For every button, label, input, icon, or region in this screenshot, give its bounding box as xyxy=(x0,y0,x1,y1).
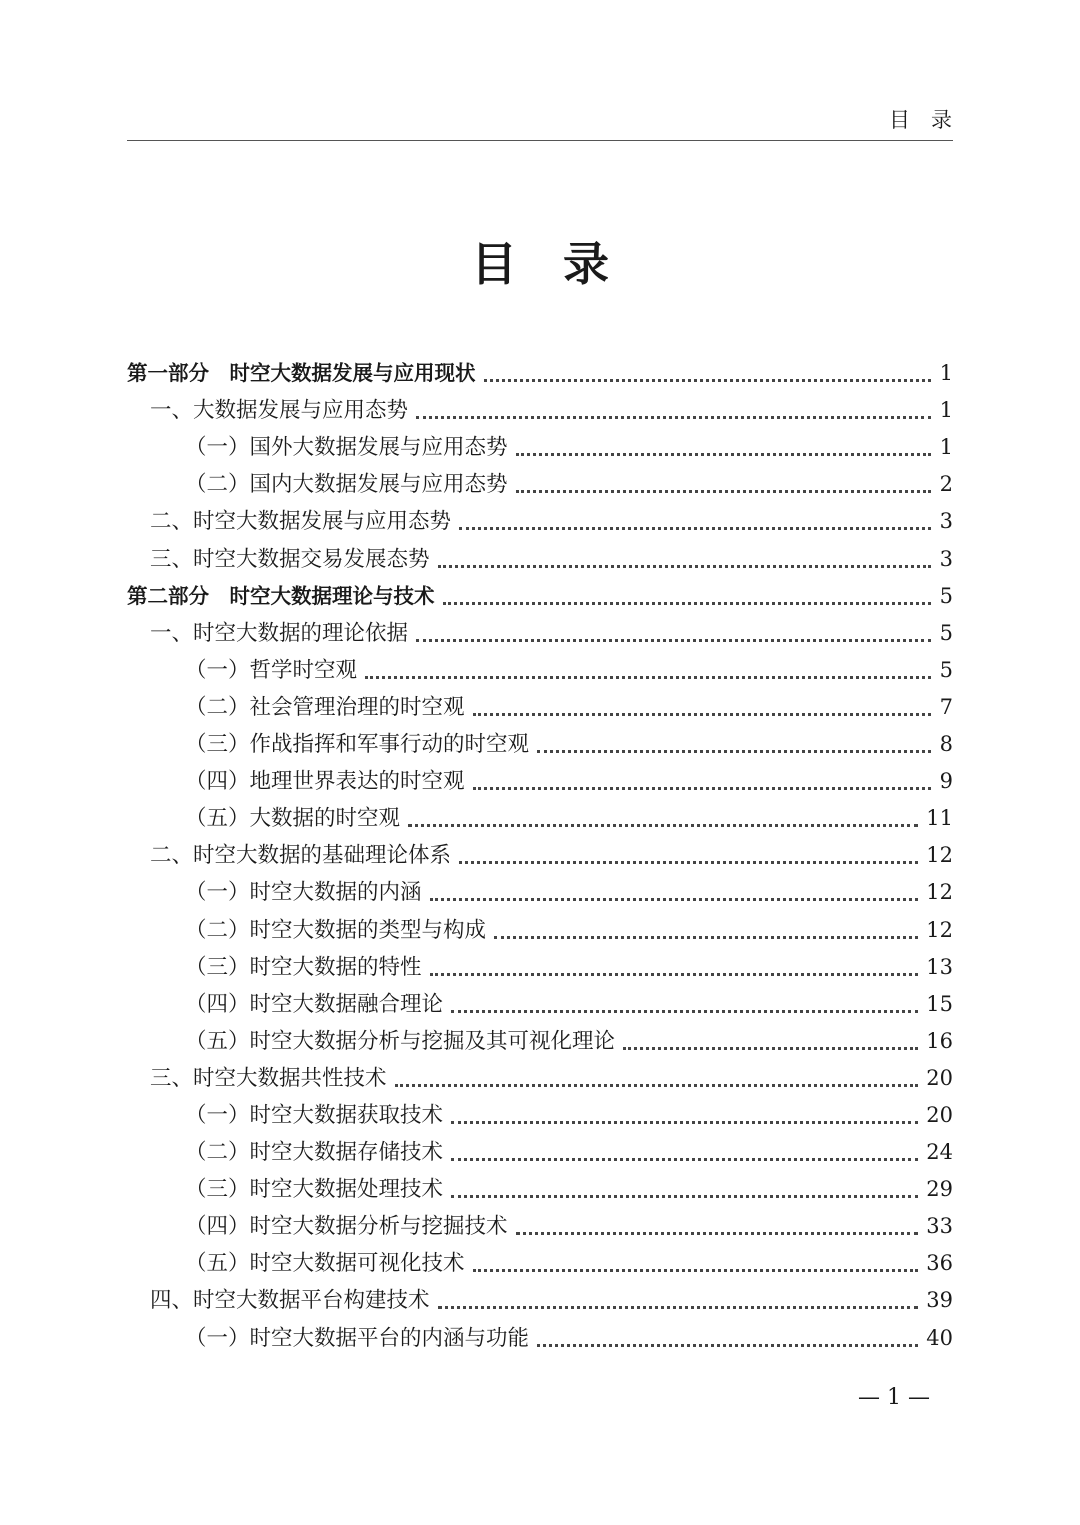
toc-dot-leader xyxy=(516,1232,919,1235)
toc-page-number: 8 xyxy=(939,732,953,757)
toc-section-entry[interactable] xyxy=(127,392,953,429)
toc-entry-label: （二）时空大数据存储技术 xyxy=(185,1140,444,1166)
toc-entry-label: （一）时空大数据平台的内涵与功能 xyxy=(185,1325,530,1351)
toc-entry-label: （三）作战指挥和军事行动的时空观 xyxy=(185,732,530,758)
toc-subsection-entry[interactable] xyxy=(127,1245,953,1282)
toc-page-number: 3 xyxy=(939,509,953,534)
toc-dot-leader xyxy=(430,973,919,976)
toc-section-entry[interactable] xyxy=(127,1060,953,1097)
toc-dot-leader xyxy=(459,861,918,864)
toc-part-entry[interactable] xyxy=(127,578,953,615)
toc-entry-label: （一）时空大数据的内涵 xyxy=(185,880,422,906)
toc-dot-leader xyxy=(451,1121,918,1124)
toc-dot-leader xyxy=(473,1269,919,1272)
toc-entry-label: （一）哲学时空观 xyxy=(185,657,358,683)
toc-page-number: 1 xyxy=(939,398,953,423)
toc-page-number: 7 xyxy=(939,694,953,719)
toc-entry-label: （四）时空大数据分析与挖掘技术 xyxy=(185,1214,508,1240)
toc-page-number: 16 xyxy=(926,1028,953,1053)
toc-entry-label: 二、时空大数据发展与应用态势 xyxy=(150,509,452,535)
toc-page-number: 15 xyxy=(926,991,953,1016)
toc-page-number: 11 xyxy=(926,806,953,831)
toc-page-number: 20 xyxy=(926,1102,953,1127)
toc-entry-label: （二）国内大数据发展与应用态势 xyxy=(185,472,508,498)
toc-subsection-entry[interactable] xyxy=(127,466,953,503)
toc-page-number: 39 xyxy=(926,1288,953,1313)
toc-dot-leader xyxy=(537,1344,918,1347)
toc-dot-leader xyxy=(623,1047,918,1050)
toc-dot-leader xyxy=(365,676,931,679)
toc-subsection-entry[interactable] xyxy=(127,652,953,689)
toc-dot-leader xyxy=(516,490,931,493)
toc-entry-label: （五）大数据的时空观 xyxy=(185,806,401,832)
toc-dot-leader xyxy=(430,898,919,901)
toc-entry-label: （一）国外大数据发展与应用态势 xyxy=(185,435,508,461)
toc-page-number: 2 xyxy=(939,472,953,497)
toc-entry-label: （五）时空大数据分析与挖掘及其可视化理论 xyxy=(185,1028,616,1054)
toc-entry-label: （一）时空大数据获取技术 xyxy=(185,1102,444,1128)
toc-entry-label: 一、大数据发展与应用态势 xyxy=(150,398,409,424)
toc-entry-label: 三、时空大数据共性技术 xyxy=(150,1065,387,1091)
toc-subsection-entry[interactable] xyxy=(127,1171,953,1208)
toc-page-number: 1 xyxy=(939,435,953,460)
toc-page-number: 12 xyxy=(926,843,953,868)
toc-dot-leader xyxy=(395,1084,919,1087)
page-number: — 1 — xyxy=(858,1385,930,1410)
toc-page-number: 9 xyxy=(939,769,953,794)
toc-entry-label: （四）地理世界表达的时空观 xyxy=(185,769,465,795)
toc-subsection-entry[interactable] xyxy=(127,763,953,800)
toc-entry-label: 二、时空大数据的基础理论体系 xyxy=(150,843,452,869)
toc-page-number: 24 xyxy=(926,1140,953,1165)
toc-section-entry[interactable] xyxy=(127,540,953,577)
page-title: 目 录 xyxy=(471,237,609,291)
toc-dot-leader xyxy=(473,787,931,790)
toc-subsection-entry[interactable] xyxy=(127,800,953,837)
toc-page-number: 33 xyxy=(926,1214,953,1239)
toc-dot-leader xyxy=(484,379,932,382)
toc-dot-leader xyxy=(416,639,931,642)
toc-dot-leader xyxy=(438,565,931,568)
toc-entry-label: （五）时空大数据可视化技术 xyxy=(185,1251,465,1277)
toc-section-entry[interactable] xyxy=(127,1282,953,1319)
toc-page-number: 3 xyxy=(939,546,953,571)
toc-subsection-entry[interactable] xyxy=(127,1319,953,1356)
toc-section-entry[interactable] xyxy=(127,503,953,540)
toc-section-entry[interactable] xyxy=(127,615,953,652)
toc-dot-leader xyxy=(516,453,931,456)
toc-entry-label: （四）时空大数据融合理论 xyxy=(185,991,444,1017)
toc-dot-leader xyxy=(451,1195,918,1198)
toc-entry-label: 第一部分 时空大数据发展与应用现状 xyxy=(127,361,476,386)
toc-subsection-entry[interactable] xyxy=(127,429,953,466)
toc-dot-leader xyxy=(494,936,918,939)
toc-page-number: 29 xyxy=(926,1177,953,1202)
toc-dot-leader xyxy=(459,527,931,530)
toc-dot-leader xyxy=(473,713,931,716)
toc-subsection-entry[interactable] xyxy=(127,1023,953,1060)
toc-entry-label: （三）时空大数据处理技术 xyxy=(185,1177,444,1203)
toc-subsection-entry[interactable] xyxy=(127,689,953,726)
toc-entry-label: 第二部分 时空大数据理论与技术 xyxy=(127,583,435,608)
toc-page-number: 36 xyxy=(926,1251,953,1276)
table-of-contents xyxy=(127,355,953,1357)
toc-page-number: 20 xyxy=(926,1065,953,1090)
toc-page-number: 13 xyxy=(926,954,953,979)
toc-entry-label: 三、时空大数据交易发展态势 xyxy=(150,546,430,572)
toc-subsection-entry[interactable] xyxy=(127,986,953,1023)
toc-page-number: 5 xyxy=(939,620,953,645)
toc-entry-label: 一、时空大数据的理论依据 xyxy=(150,620,409,646)
toc-page-number: 40 xyxy=(926,1325,953,1350)
toc-page-number: 12 xyxy=(926,917,953,942)
toc-dot-leader xyxy=(537,750,931,753)
toc-entry-label: （二）社会管理治理的时空观 xyxy=(185,694,465,720)
toc-dot-leader xyxy=(443,602,932,605)
toc-subsection-entry[interactable] xyxy=(127,726,953,763)
toc-dot-leader xyxy=(438,1306,919,1309)
toc-dot-leader xyxy=(451,1010,918,1013)
toc-entry-label: （二）时空大数据的类型与构成 xyxy=(185,917,487,943)
running-header-title: 目 录 xyxy=(889,108,952,132)
toc-subsection-entry[interactable] xyxy=(127,1134,953,1171)
toc-entry-label: （三）时空大数据的特性 xyxy=(185,954,422,980)
toc-subsection-entry[interactable] xyxy=(127,911,953,948)
header-rule xyxy=(127,140,953,141)
toc-subsection-entry[interactable] xyxy=(127,949,953,986)
toc-part-entry[interactable] xyxy=(127,355,953,392)
toc-dot-leader xyxy=(416,416,931,419)
toc-dot-leader xyxy=(408,824,918,827)
toc-page-number: 5 xyxy=(939,657,953,682)
toc-page-number: 12 xyxy=(926,880,953,905)
toc-entry-label: 四、时空大数据平台构建技术 xyxy=(150,1288,430,1314)
toc-page-number: 1 xyxy=(939,361,953,386)
toc-subsection-entry[interactable] xyxy=(127,874,953,911)
toc-subsection-entry[interactable] xyxy=(127,1097,953,1134)
toc-dot-leader xyxy=(451,1158,918,1161)
toc-page-number: 5 xyxy=(939,583,953,608)
toc-section-entry[interactable] xyxy=(127,837,953,874)
toc-subsection-entry[interactable] xyxy=(127,1208,953,1245)
